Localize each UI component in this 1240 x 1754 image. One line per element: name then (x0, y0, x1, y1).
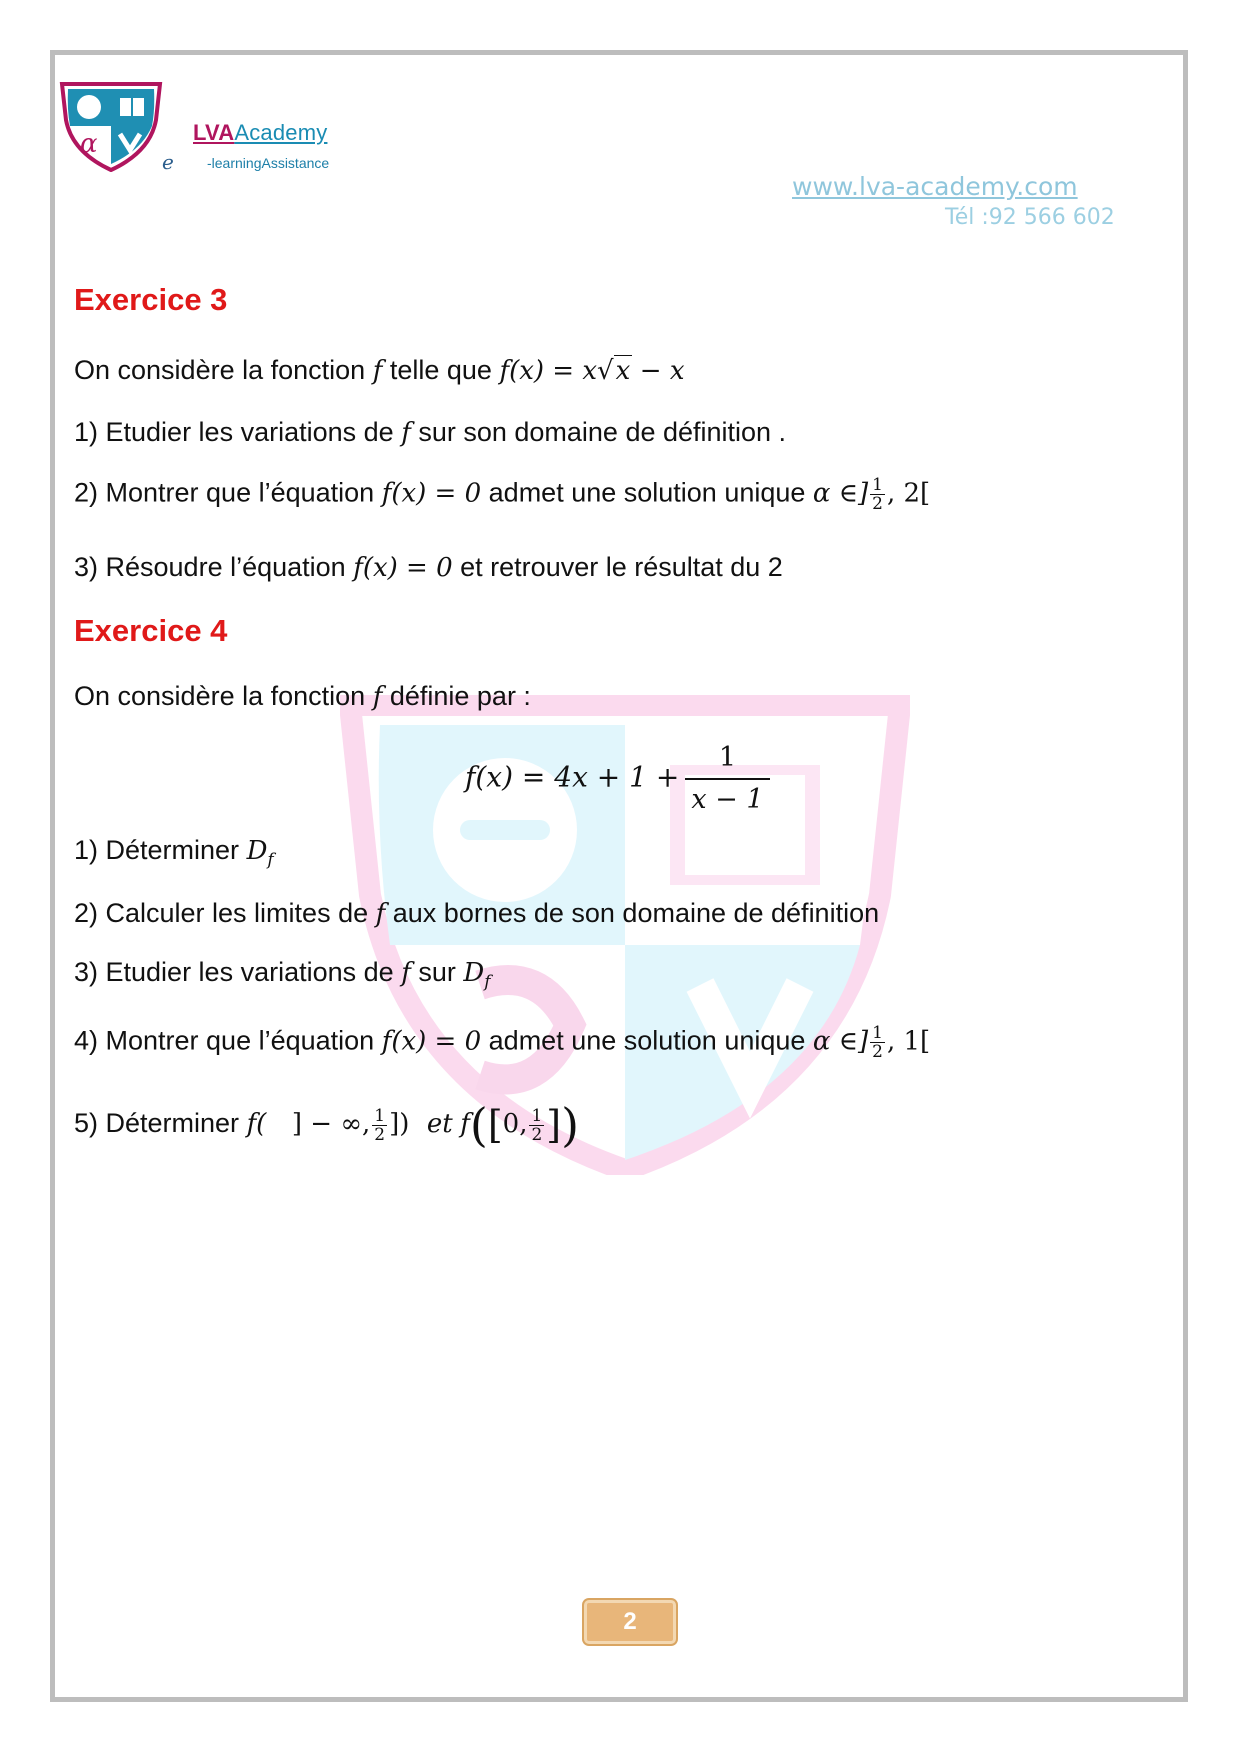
ex4-q2-pre: 2) Calculer les limites de (74, 898, 369, 928)
exercise-3-question-2 (74, 476, 930, 513)
exercise-4-title: Exercice 4 (74, 613, 228, 648)
ex3-q2-pre: 2) Montrer que l’équation (74, 477, 375, 508)
ex3-q2-mid: admet une solution unique (488, 477, 806, 508)
ex4-q4-num: 1 (872, 1023, 883, 1043)
ex3-q3-post: et retrouver le résultat du 2 (460, 552, 783, 582)
brand-academy: Academy (234, 120, 328, 145)
ex4-intro-text: On considère la fonction (74, 681, 366, 711)
ex3-q3-pre: 3) Résoudre l’équation (74, 552, 346, 582)
ex4-q5-zero: 0, (502, 1109, 528, 1140)
ex4-q5-fraction-1 (372, 1107, 387, 1144)
exercise-3-title: Exercice 3 (74, 282, 228, 317)
ex4-q4-fraction (870, 1024, 885, 1061)
ex3-intro-eq: f(x) = x (499, 356, 598, 386)
ex4-q1-pre: 1) Déterminer (74, 835, 240, 865)
exercise-3-question-3 (74, 552, 783, 583)
ex3-q2-alpha: α ∈] (812, 478, 869, 509)
ex3-q2-den: 2 (872, 494, 883, 514)
ex3-intro-radicand: x (615, 356, 631, 386)
ex4-q4-alpha: α ∈] (812, 1026, 869, 1057)
exercise-4-question-3 (74, 957, 491, 992)
exercise-4-question-5 (74, 1098, 579, 1152)
ex4-q3-pre: 3) Etudier les variations de (74, 957, 394, 987)
ex4-q4-mid: admet une solution unique (488, 1025, 806, 1056)
ex4-q1-sub: f (267, 850, 274, 870)
right-paren-symbol: ) (561, 1098, 580, 1152)
ex4-q5-f2: f (460, 1109, 470, 1140)
shield-logo-icon (58, 80, 164, 172)
brand-lva: LVA (193, 120, 235, 145)
exercise-3-intro (74, 355, 685, 386)
exercise-4-question-2 (74, 898, 879, 929)
brand-e-mark: e (162, 150, 174, 174)
ex3-q2-num: 1 (872, 475, 883, 495)
website-link[interactable]: www.lva-academy.com (792, 172, 1078, 201)
brand-tagline: -learningAssistance (207, 155, 330, 171)
exercise-4-question-4 (74, 1024, 930, 1061)
exercise-4-intro (74, 681, 531, 712)
ex4-q3-D: D (463, 958, 485, 988)
ex4-eq-lhs: f(x) = 4x + 1 + (465, 760, 680, 794)
exercise-4-function-definition (465, 738, 770, 820)
sqrt-symbol: √x (597, 356, 631, 386)
ex3-q2-eq: f(x) = 0 (381, 478, 482, 509)
ex3-q2-tail: , 2[ (886, 478, 931, 509)
ex4-eq-num: 1 (685, 738, 769, 780)
ex3-q1-post: sur son domaine de définition . (418, 417, 787, 447)
ex4-q3-mid: sur (418, 957, 456, 987)
ex4-q4-tail: , 1[ (886, 1026, 931, 1057)
ex3-intro-f: f (372, 356, 383, 386)
ex4-q5-den1: 2 (374, 1124, 386, 1145)
ex4-q3-sub: f (484, 972, 491, 992)
left-bracket-symbol: [ (487, 1103, 503, 1147)
ex4-q5-pre: 5) Déterminer (74, 1108, 240, 1139)
ex4-q5-et: et (426, 1109, 453, 1140)
ex4-q4-pre: 4) Montrer que l’équation (74, 1025, 375, 1056)
ex4-q5-num2: 1 (531, 1105, 543, 1126)
ex4-q5-fraction-2 (529, 1107, 544, 1144)
ex4-q5-f1: f( (246, 1109, 267, 1140)
ex4-q2-f: f (375, 899, 386, 929)
ex4-q1-D: D (246, 836, 268, 866)
page-number-badge: 2 (584, 1600, 676, 1644)
ex4-intro-post: définie par : (389, 681, 531, 711)
ex4-q5-num1: 1 (374, 1105, 386, 1126)
ex4-eq-den: x − 1 (691, 784, 764, 815)
ex4-eq-fraction (685, 738, 769, 820)
ex3-intro-mid: telle que (389, 355, 492, 385)
ex4-q4-den: 2 (872, 1042, 883, 1062)
ex3-q2-fraction (870, 476, 885, 513)
ex4-q5-den2: 2 (531, 1124, 543, 1145)
phone-number: Tél :92 566 602 (945, 205, 1115, 230)
brand-name (193, 120, 327, 146)
ex4-q2-post: aux bornes de son domaine de définition (392, 898, 880, 928)
exercise-4-question-1 (74, 835, 274, 870)
ex4-q5-close1: ]) (389, 1109, 410, 1140)
ex4-intro-f: f (372, 682, 383, 712)
ex4-q5-int1: ] − ∞, (291, 1109, 371, 1140)
ex3-intro-tail: − x (639, 356, 685, 386)
ex3-q3-eq: f(x) = 0 (353, 553, 453, 583)
right-bracket-symbol: ] (546, 1103, 562, 1147)
ex3-q1-pre: 1) Etudier les variations de (74, 417, 394, 447)
ex3-q1-f: f (401, 418, 411, 448)
exercise-3-question-1 (74, 417, 786, 448)
logo-alpha-letter: α (80, 129, 98, 159)
ex3-intro-text: On considère la fonction (74, 355, 366, 385)
ex4-q4-eq: f(x) = 0 (381, 1026, 482, 1057)
ex4-q3-f: f (401, 958, 411, 988)
left-paren-symbol: ( (469, 1098, 488, 1152)
